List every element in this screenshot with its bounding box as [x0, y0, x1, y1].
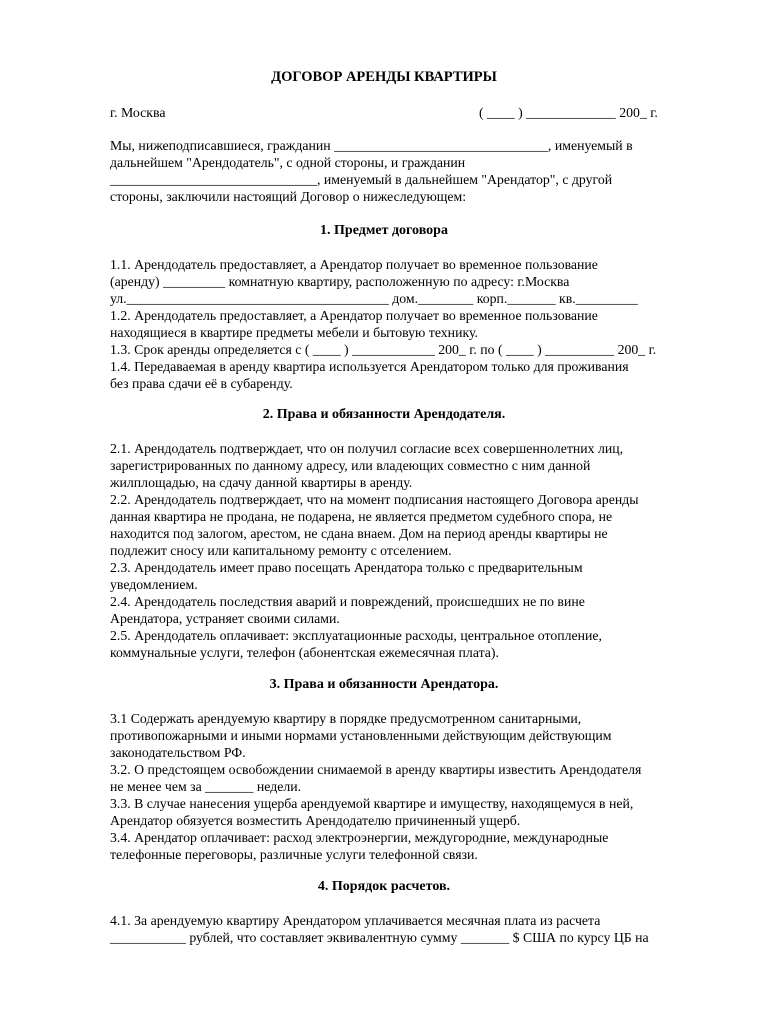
clause-line: 2.2. Арендодатель подтверждает, что на момент подписания настоящего Договора аренды	[110, 492, 639, 507]
clause-line: (аренду) _________ комнатную квартиру, расположенную по адресу: г.Москва	[110, 274, 570, 289]
clause-line: находится под залогом, арестом, не сдана внаем. Дом на период аренды квартиры не	[110, 526, 608, 541]
clause-line: телефонные переговоры, различные услуги телефонной связи.	[110, 847, 478, 862]
section-2-body	[110, 440, 710, 661]
clause-line: противопожарными и иными нормами установленными действующим действующим	[110, 728, 612, 743]
intro-line: дальнейшем "Арендодатель", с одной стороны, и гражданин	[110, 155, 466, 170]
section-3-body	[110, 710, 710, 863]
clause-line: 3.1 Содержать арендуемую квартиру в порядке предусмотренном санитарными,	[110, 711, 582, 726]
clause-line: законодательством РФ.	[110, 745, 246, 760]
clause-line: 2.1. Арендодатель подтверждает, что он получил согласие всех совершеннолетних лиц,	[110, 441, 624, 456]
intro-line: ______________________________, именуемый в дальнейшем "Арендатор", с другой	[110, 172, 613, 187]
contract-date: ( ____ ) _____________ 200_ г.	[479, 105, 658, 120]
clause-line: 1.3. Срок аренды определяется с ( ____ ) ____________ 200_ г. по ( ____ ) __________ 200_ г.	[110, 342, 657, 357]
section-1-body	[110, 256, 710, 392]
section-4-heading: 4. Порядок расчетов.	[317, 879, 451, 894]
clause-line: 1.4. Передаваемая в аренду квартира используется Арендатором только для проживания	[110, 359, 629, 374]
clause-line: без права сдачи её в субаренду.	[110, 376, 293, 391]
clause-line: ул.______________________________________ дом.________ корп._______ кв._________	[110, 291, 638, 306]
clause-line: 2.5. Арендодатель оплачивает: эксплуатационные расходы, центральное отопление,	[110, 628, 602, 643]
section-2-heading: 2. Права и обязанности Арендодателя.	[262, 407, 506, 422]
clause-line: 1.1. Арендодатель предоставляет, а Арендатор получает во временное пользование	[110, 257, 598, 272]
intro-paragraph	[110, 137, 710, 205]
contract-city: г. Москва	[110, 105, 166, 120]
section-3-heading: 3. Права и обязанности Арендатора.	[269, 677, 499, 692]
clause-line: жилплощадью, на сдачу данной квартиры в аренду.	[110, 475, 413, 490]
intro-line: стороны, заключили настоящий Договор о нижеследующем:	[110, 189, 467, 204]
clause-line: 1.2. Арендодатель предоставляет, а Арендатор получает во временное пользование	[110, 308, 598, 323]
clause-line: коммунальные услуги, телефон (абонентская ежемесячная плата).	[110, 645, 499, 660]
document-title: ДОГОВОР АРЕНДЫ КВАРТИРЫ	[271, 69, 497, 85]
clause-line: не менее чем за _______ недели.	[110, 779, 302, 794]
clause-line: 2.3. Арендодатель имеет право посещать Арендатора только с предварительным	[110, 560, 583, 575]
clause-line: уведомлением.	[110, 577, 198, 592]
clause-line: находящиеся в квартире предметы мебели и бытовую технику.	[110, 325, 478, 340]
clause-line: ___________ рублей, что составляет эквивалентную сумму _______ $ США по курсу ЦБ на	[110, 930, 649, 945]
clause-line: зарегистрированных по данному адресу, или владеющих совместно с ним данной	[110, 458, 591, 473]
clause-line: 3.2. О предстоящем освобождении снимаемой в аренду квартиры известить Арендодателя	[110, 762, 642, 777]
clause-line: 3.4. Арендатор оплачивает: расход электроэнергии, междугородние, международные	[110, 830, 609, 845]
clause-line: Арендатор обязуется возместить Арендодателю причиненный ущерб.	[110, 813, 521, 828]
intro-line: Мы, нижеподписавшиеся, гражданин _______________________________, именуемый в	[110, 138, 633, 153]
clause-line: подлежит сносу или капитальному ремонту с отселением.	[110, 543, 452, 558]
section-4-body	[110, 912, 710, 946]
clause-line: данная квартира не продана, не подарена, не является предметом судебного спора, не	[110, 509, 613, 524]
clause-line: 4.1. За арендуемую квартиру Арендатором уплачивается месячная плата из расчета	[110, 913, 601, 928]
clause-line: Арендатора, устраняет своими силами.	[110, 611, 340, 626]
clause-line: 3.3. В случае нанесения ущерба арендуемой квартире и имуществу, находящемуся в ней,	[110, 796, 634, 811]
section-1-heading: 1. Предмет договора	[320, 223, 448, 238]
clause-line: 2.4. Арендодатель последствия аварий и повреждений, происшедших не по вине	[110, 594, 585, 609]
